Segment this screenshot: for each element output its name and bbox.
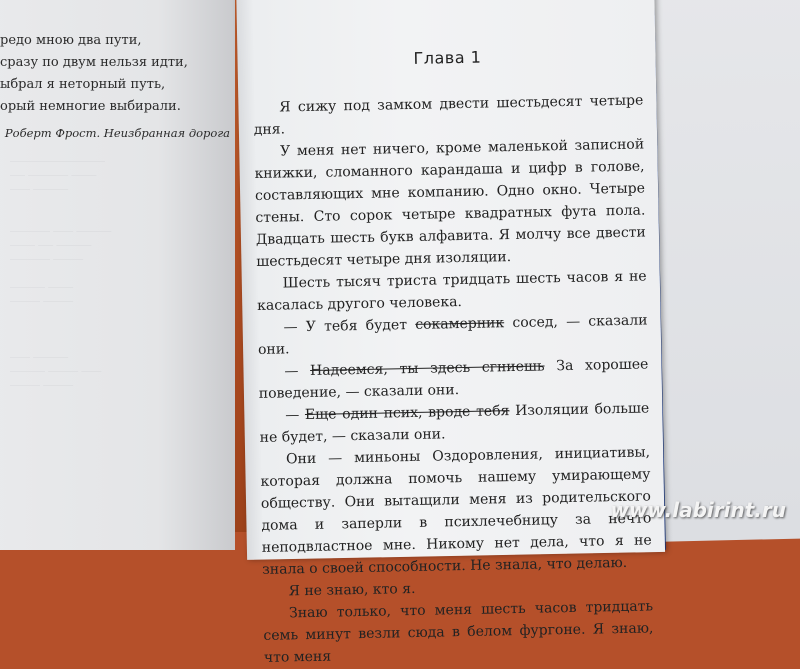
bleed-through-text: ___________________ ___ ________ _____ ____ _______ ________ ____ _______ _____ ___ _______ ________ ______ _______ _____ ______ ______ ____ _______ _______ ______ ____ ______ ______ xyxy=(10,151,112,386)
paragraph xyxy=(258,353,649,404)
paragraph xyxy=(254,133,646,272)
epigraph-line: редо мною два пути, xyxy=(0,33,142,48)
text-run: Знаю только, что меня шесть часов тридцать семь минут везли сюда в белом фургоне. Я знаю, что меня xyxy=(263,598,654,666)
text-run: За хорошее поведение, — сказали они. xyxy=(258,356,649,402)
paragraph xyxy=(257,265,648,316)
text-run: — xyxy=(284,362,311,380)
epigraph-line: ыбрал я неторный путь, xyxy=(0,77,166,92)
struck-text: Еще один псих, вроде тебя xyxy=(304,403,510,424)
next-page xyxy=(644,0,800,542)
text-run: Они — миньоны Оздоровления, инициативы, которая должна помочь нашему умирающему обществу. Они вытащили меня из родительского дома и заперли в психлечебницу за нечто неподвластное мне. Никому нет дела, что я не знала о своей способности. Не знала, что делаю. xyxy=(260,444,652,578)
epigraph-attribution: Роберт Фрост. Неизбранная дорога xyxy=(4,126,230,140)
struck-text: сокамерник xyxy=(415,315,505,333)
chapter-title: Глава 1 xyxy=(413,47,482,68)
chapter-text xyxy=(252,31,654,669)
paragraph xyxy=(260,441,652,580)
watermark-logo: www.labirint.ru xyxy=(610,498,786,522)
text-run: — У тебя будет xyxy=(283,316,416,336)
text-run: Изоляции больше не будет, — сказали они. xyxy=(259,400,650,446)
chapter-body xyxy=(253,90,654,669)
text-run: сосед, — сказали они. xyxy=(257,312,648,358)
text-run: У меня нет ничего, кроме маленькой записной книжки, сломанного карандаша и цифр в голове, составляющих мне компанию. Одно окно. Четыре стены. Сто сорок четыре квадратных фута пола. Двадцать шесть букв алфавита. Я молчу все двести шестьдесят четыре дня изоляции. xyxy=(254,136,646,270)
epigraph-line: сразу по двум нельзя идти, xyxy=(0,55,188,70)
paragraph xyxy=(263,595,654,668)
text-run: Я сижу под замком двести шестьдесят четыре дня. xyxy=(253,92,644,138)
text-run: Шесть тысяч триста тридцать шесть часов я не касалась другого человека. xyxy=(256,268,647,314)
epigraph xyxy=(0,30,230,144)
paragraph xyxy=(257,309,648,360)
paragraph xyxy=(253,90,644,141)
text-run: Я не знаю, кто я. xyxy=(288,580,416,600)
paragraph xyxy=(259,397,650,448)
epigraph-line: орый немногие выбирали. xyxy=(0,99,181,114)
text-run: — xyxy=(285,407,306,424)
struck-text: Надеемся, ты здесь сгниешь xyxy=(309,358,545,379)
